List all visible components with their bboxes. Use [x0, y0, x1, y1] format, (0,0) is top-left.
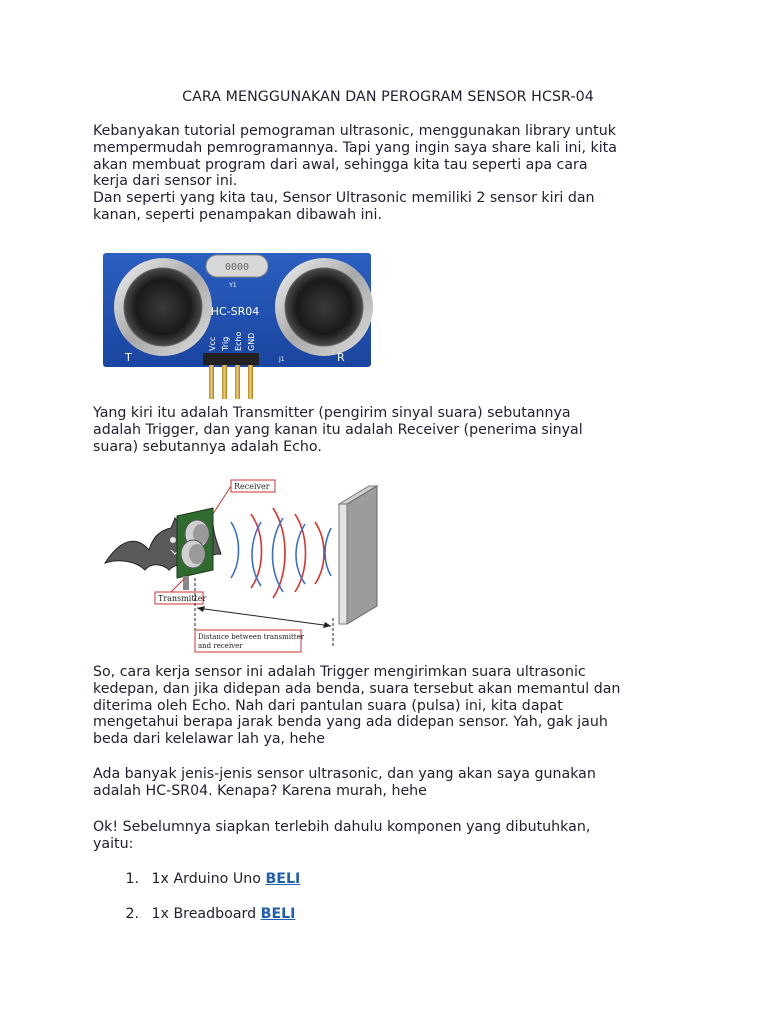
text-line: So, cara kerja sensor ini adalah Trigger mengirimkan suara ultrasonic	[93, 664, 586, 680]
receiver-mark: R	[337, 351, 345, 364]
distance-arrow	[197, 608, 331, 626]
pin-trig	[222, 361, 227, 399]
pin-label-echo: Echo	[234, 331, 243, 351]
list-number: 2.	[125, 906, 139, 922]
obstacle-wall	[339, 486, 377, 624]
text-line: Ada banyak jenis-jenis sensor ultrasonic, dan yang akan saya gunakan	[93, 766, 596, 782]
buy-link[interactable]: BELI	[265, 871, 301, 887]
diagram-sensor	[177, 508, 213, 590]
text-line: kanan, seperti penampakan dibawah ini.	[93, 206, 382, 223]
transmitter-mark: T	[125, 351, 132, 364]
pin-echo	[235, 361, 240, 399]
intro-paragraph	[93, 123, 693, 224]
text-line: yaitu:	[93, 835, 134, 852]
text-line: kedepan, dan jika didepan ada benda, suara tersebut akan memantul dan	[93, 680, 621, 697]
sensor-choice-paragraph	[93, 766, 693, 800]
crystal-label: 0000	[224, 262, 250, 273]
pin-label-vcc: Vcc	[208, 336, 217, 351]
document-title: CARA MENGGUNAKAN DAN PEROGRAM SENSOR HCSR-04	[182, 89, 594, 105]
pin-label-gnd: GND	[247, 332, 256, 351]
buy-link[interactable]: BELI	[260, 906, 296, 922]
ultrasonic-principle-diagram	[101, 478, 381, 658]
header-designator: J1	[279, 356, 285, 363]
component-name: 1x Arduino Uno	[151, 871, 261, 887]
text-line: Yang kiri itu adalah Transmitter (pengirim sinyal suara) sebutannya	[93, 405, 571, 421]
text-line: suara) sebutannya adalah Echo.	[93, 438, 322, 455]
pin-gnd	[248, 361, 253, 399]
text-line: Kebanyakan tutorial pemograman ultrasonic, menggunakan library untuk	[93, 123, 616, 139]
sensor-model-label: HC-SR04	[210, 305, 260, 318]
text-line: kerja dari sensor ini.	[93, 173, 238, 190]
receiver-label: Receiver	[234, 482, 270, 491]
transmitter-receiver-paragraph	[93, 405, 693, 455]
pin-label-trig: Trig	[221, 336, 230, 351]
transmitter-label: Transmitter	[158, 594, 207, 603]
text-line: diterima oleh Echo. Nah dari pantulan suara (pulsa) ini, kita dapat	[93, 697, 563, 714]
text-line: Ok! Sebelumnya siapkan terlebih dahulu komponen yang dibutuhkan,	[93, 819, 591, 835]
working-principle-paragraph	[93, 664, 693, 748]
pin-header	[203, 353, 259, 365]
distance-label-line-1: Distance between transmitter	[198, 633, 305, 641]
text-line: beda dari kelelawar lah ya, hehe	[93, 731, 326, 748]
list-number: 1.	[125, 871, 139, 887]
text-line: mengetahui berapa jarak benda yang ada didepan sensor. Yah, gak jauh	[93, 714, 608, 731]
list-item	[93, 906, 295, 922]
text-line: Dan seperti yang kita tau, Sensor Ultrasonic memiliki 2 sensor kiri dan	[93, 190, 595, 207]
component-name: 1x Breadboard	[151, 906, 257, 922]
crystal-designator: Y1	[229, 282, 237, 289]
text-line: mempermudah pemrogramannya. Tapi yang ingin saya share kali ini, kita	[93, 139, 617, 156]
components-intro-paragraph	[93, 819, 693, 853]
text-line: adalah Trigger, dan yang kanan itu adalah Receiver (penerima sinyal	[93, 421, 583, 438]
text-line: akan membuat program dari awal, sehingga kita tau seperti apa cara	[93, 156, 588, 173]
distance-label-line-2: and receiver	[198, 642, 243, 650]
hc-sr04-sensor-image	[103, 249, 383, 399]
list-item	[93, 871, 300, 887]
pin-vcc	[209, 361, 214, 399]
text-line: adalah HC-SR04. Kenapa? Karena murah, hehe	[93, 782, 427, 799]
sound-waves	[231, 508, 331, 598]
